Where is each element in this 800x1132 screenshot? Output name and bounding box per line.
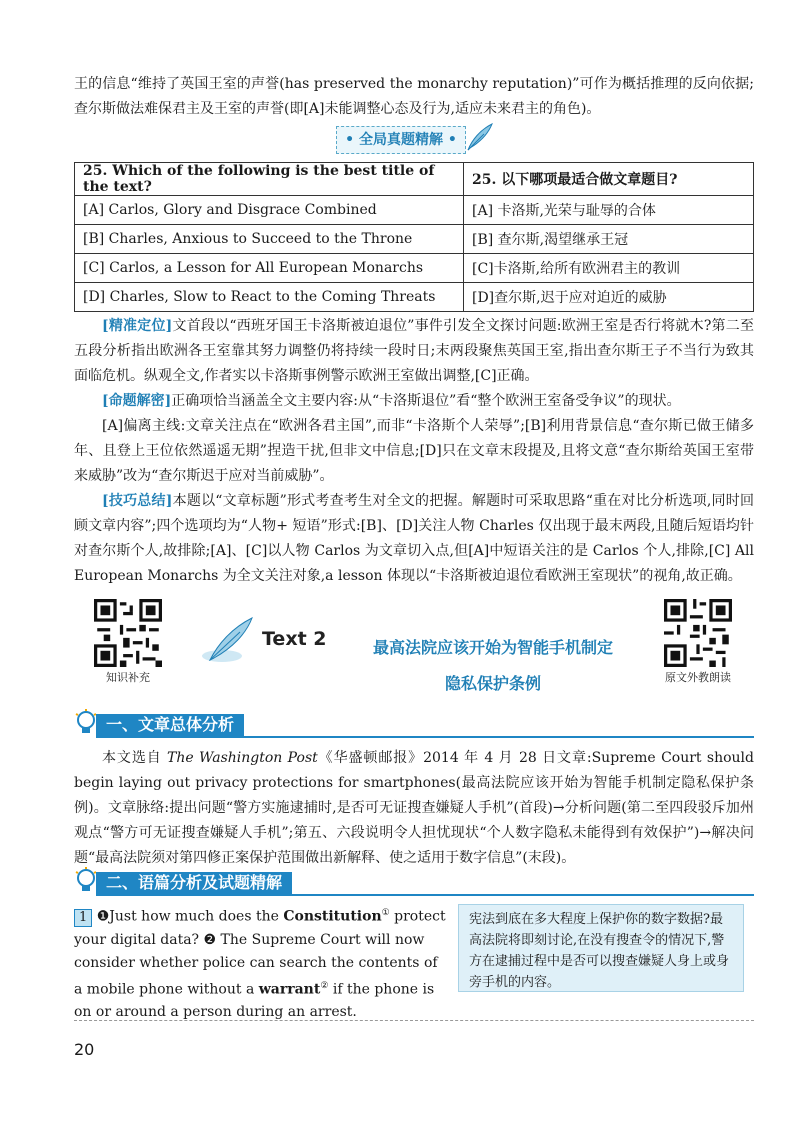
option-a-zh: [A] 卡洛斯,光荣与耻辱的合体	[464, 196, 754, 225]
tag-locate: [精准定位]	[102, 318, 173, 334]
qr-code-left[interactable]	[94, 599, 162, 667]
option-row	[75, 196, 754, 225]
question-header-row	[75, 163, 754, 196]
analysis-skill	[74, 489, 754, 589]
question-en: 25. Which of the following is the best title of the text?	[75, 163, 464, 196]
text2-title	[348, 630, 638, 702]
overall-rest: 《华盛顿邮报》2014 年 4 月 28 日文章:Supreme Court should begin laying out privacy protections for smartphones(最高法院应该开始为智能手机制定隐私保护条例)。文章脉络:提出问题“警方实施逮捕时,是否可无证搜查嫌疑人手机”(首段)→分析问题(第二至四段驳斥加州观点“警方可无证搜查嫌疑人手机”;第五、六段说明令人担忧现状“个人数字隐私未能得到有效保护”)→解决问题“最高法院须对第四修正案保护范围做出新解释、使之适用于数字信息”(末段)。	[74, 750, 754, 866]
keyword-warrant: warrant	[258, 981, 321, 998]
passage-s3: if the phone is on or around a person during an arrest.	[74, 981, 435, 1021]
analysis-decode	[74, 389, 754, 414]
footnote-1: ①	[381, 908, 390, 918]
overall-prefix: 本文选自	[102, 750, 168, 766]
section2-underline	[96, 894, 754, 896]
option-row	[75, 254, 754, 283]
section-overall-analysis	[74, 708, 754, 738]
option-b-zh: [B] 查尔斯,渴望继承王冠	[464, 225, 754, 254]
qr-code-right[interactable]	[664, 599, 732, 667]
paragraph-number: 1	[74, 909, 92, 927]
translation-text: 宪法到底在多大程度上保护你的数字数据?最高法院将即刻讨论,在没有搜查令的情况下,警方在逮捕过程中是否可以搜查嫌疑人身上或身旁手机的内容。	[469, 912, 730, 990]
keyword-constitution: Constitution	[283, 908, 382, 925]
option-d-zh: [D]查尔斯,迟于应对迫近的威胁	[464, 283, 754, 312]
question-zh: 25. 以下哪项最适合做文章题目?	[464, 163, 754, 196]
option-d-en: [D] Charles, Slow to React to the Coming Threats	[75, 283, 464, 312]
option-c-zh: [C]卡洛斯,给所有欧洲君主的教训	[464, 254, 754, 283]
analysis-decode-text: 正确项恰当涵盖全文主要内容:从“卡洛斯退位”看“整个欧洲王室备受争议”的现状。	[171, 393, 681, 409]
feather-pen-icon	[200, 616, 256, 666]
option-c-en: [C] Carlos, a Lesson for All European Monarchs	[75, 254, 464, 283]
question-table	[74, 162, 754, 312]
text2-label: Text 2	[262, 628, 327, 650]
section2-title: 二、语篇分析及试题精解	[96, 872, 292, 894]
text2-title-line2: 隐私保护条例	[444, 674, 541, 693]
intro-paragraph: 王的信息“维持了英国王室的声誉(has preserved the monarchy reputation)”可作为概括推理的反向依据;查尔斯做法难保君主及王室的声誉(即[A]未能调整心态及行为,适应未来君主的角色)。	[74, 76, 754, 117]
passage-s2: protect your digital data? ❷ The Supreme Court will now consider whether police can search the contents of a mobile phone without a	[74, 908, 446, 998]
translation-note	[458, 904, 744, 992]
overall-analysis-text	[74, 746, 754, 871]
qr-left-label: 知识补充	[106, 671, 150, 684]
analysis-locate-text: 文首段以“西班牙国王卡洛斯被迫退位”事件引发全文探讨问题:欧洲王室是否行将就木?第二至五段分析指出欧洲各王室靠其努力调整仍将持续一段时日;末两段聚焦英国王室,指出查尔斯王子不当行为致其面临危机。纵观全文,作者实以卡洛斯事例警示欧洲王室做出调整,[C]正确。	[74, 318, 754, 384]
qr-right-label: 原文外教朗读	[665, 671, 731, 684]
option-row	[75, 283, 754, 312]
section1-title: 一、文章总体分析	[96, 714, 244, 736]
option-a-en: [A] Carlos, Glory and Disgrace Combined	[75, 196, 464, 225]
lightbulb-icon	[74, 866, 98, 896]
tag-skill: [技巧总结]	[102, 493, 173, 509]
section-discourse-analysis	[74, 866, 754, 896]
passage-paragraph-1	[74, 902, 446, 1024]
lightbulb-icon	[74, 708, 98, 738]
page-number: 20	[74, 1040, 95, 1059]
analysis-locate	[74, 314, 754, 389]
text2-title-line1: 最高法院应该开始为智能手机制定	[372, 638, 613, 657]
tag-decode: [命题解密]	[102, 393, 172, 409]
footnote-2: ②	[320, 980, 329, 991]
analysis-distractors: [A]偏离主线:文章关注点在“欧洲各君主国”,而非“卡洛斯个人荣辱”;[B]利用背景信息“查尔斯已做王储多年、且登上王位依然遥遥无期”捏造干扰,但非文中信息;[D]只在文章末段提及,且将文意“查尔斯给英国王室带来威胁”改为“查尔斯迟于应对当前威胁”。	[74, 418, 754, 484]
section1-underline	[96, 736, 754, 738]
option-row	[75, 225, 754, 254]
divider	[74, 1020, 754, 1021]
option-b-en: [B] Charles, Anxious to Succeed to the Throne	[75, 225, 464, 254]
quill-icon	[462, 120, 496, 154]
analysis-skill-text: 本题以“文章标题”形式考查考生对全文的把握。解题时可采取思路“重在对比分析选项,同时回顾文章内容”;四个选项均为“人物+ 短语”形式:[B]、[D]关注人物 Charles 仅出现于最末两段,且随后短语均针对查尔斯个人,故排除;[A]、[C]以人物 Carlos 为文章切入点,但[A]中短语关注的是 Carlos 个人,排除,[C] All European Monarchs 为全文关注对象,a lesson 体现以“卡洛斯被迫退位看欧洲王室现状”的视角,故正确。	[74, 493, 755, 584]
section-banner: • 全局真题精解 •	[336, 126, 466, 154]
source-name: The Washington Post	[167, 750, 318, 766]
passage-s1: ❶Just how much does the	[96, 908, 284, 925]
